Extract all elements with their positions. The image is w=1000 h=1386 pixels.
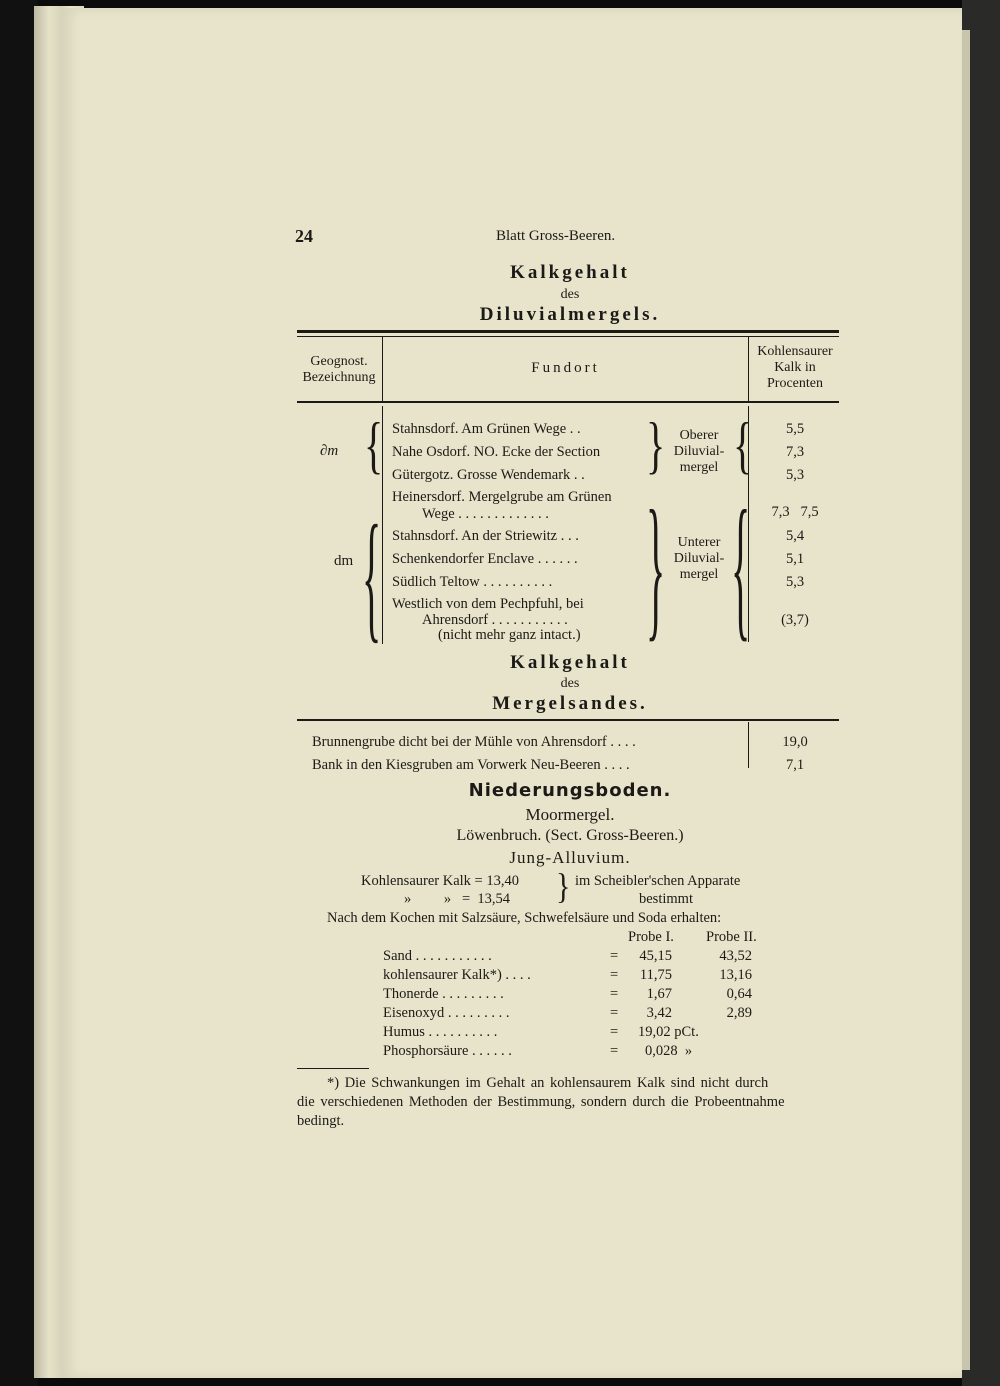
table2-top-rule xyxy=(297,719,839,721)
table1-row-5-value: 5,4 xyxy=(785,528,805,544)
table1-row-8-value: (3,7) xyxy=(781,612,809,628)
table1-row-1-text: Stahnsdorf. Am Grünen Wege . . xyxy=(392,421,581,437)
table2-row-1-value: 19,0 xyxy=(782,734,808,750)
footnote-line-3: bedingt. xyxy=(297,1113,345,1129)
kalk-note-1: im Scheibler'schen Apparate xyxy=(575,873,741,889)
analysis-row-4-v2: 2,89 xyxy=(726,1005,752,1021)
analysis-row-3-v1: 1,67 xyxy=(646,986,672,1002)
section1-des: des xyxy=(560,287,580,302)
analysis-row-6-eq: = xyxy=(610,1043,619,1059)
group2-label: Unterer Diluvial- mergel xyxy=(673,535,725,582)
analysis-row-5-label: Humus . . . . . . . . . . xyxy=(383,1024,498,1040)
page-number: 24 xyxy=(295,226,313,246)
section3-heading: Niederungsboden. xyxy=(468,780,672,801)
footnote-rule xyxy=(297,1068,369,1069)
table1-row-8-text2: Ahrensdorf . . . . . . . . . . . xyxy=(422,612,568,628)
group1-brace: { xyxy=(364,408,384,481)
analysis-row-3-label: Thonerde . . . . . . . . . xyxy=(383,986,504,1002)
col-kalk-header: Kohlensaurer Kalk in Procenten xyxy=(757,344,833,391)
col-geognost-header: Geognost. Bezeichnung xyxy=(302,354,376,385)
group1-value-brace: } xyxy=(733,408,753,481)
analysis-row-6-v1: 0,028 » xyxy=(645,1043,693,1059)
book-spine xyxy=(0,0,38,1386)
table1-row-6-text: Schenkendorfer Enclave . . . . . . xyxy=(392,551,578,567)
analysis-intro: Nach dem Kochen mit Salzsäure, Schwefelsäure und Soda erhalten: xyxy=(327,910,722,926)
kalk-line1: Kohlensaurer Kalk = 13,40 xyxy=(361,873,519,889)
table1-row-2-text: Nahe Osdorf. NO. Ecke der Section xyxy=(392,444,601,460)
analysis-row-6-label: Phosphorsäure . . . . . . xyxy=(383,1043,512,1059)
col-fundort-header: Fundort xyxy=(531,360,600,376)
analysis-row-1-v2: 43,52 xyxy=(719,948,752,964)
footnote-line-1: *) Die Schwankungen im Gehalt an kohlensaurem Kalk sind nicht durch xyxy=(327,1075,769,1091)
section2-subject: Mergelsandes. xyxy=(492,693,648,714)
section1-subject: Diluvialmergels. xyxy=(479,304,661,325)
table1-row-3-value: 5,3 xyxy=(785,467,805,483)
group2-value-brace: } xyxy=(731,476,751,656)
analysis-row-2-v2: 13,16 xyxy=(719,967,752,983)
kalk-note-2: bestimmt xyxy=(639,891,693,907)
footnote-line-2: die verschiedenen Methoden der Bestimmung, sondern durch die Probeentnahme xyxy=(297,1094,785,1110)
table1-row-3-text: Gütergotz. Grosse Wendemark . . xyxy=(392,467,585,483)
running-title: Blatt Gross-Beeren. xyxy=(496,228,616,244)
table1-top-rule-thin xyxy=(297,336,839,337)
analysis-row-4-v1: 3,42 xyxy=(646,1005,672,1021)
table1-row-4-value: 7,3 7,5 xyxy=(771,504,819,520)
table2-row-2-text: Bank in den Kiesgruben am Vorwerk Neu-Beeren . . . . xyxy=(312,757,630,773)
analysis-col2-header: Probe II. xyxy=(706,929,757,945)
analysis-row-2-eq: = xyxy=(610,967,619,983)
table2-row-2-value: 7,1 xyxy=(785,757,805,773)
group2-brace: { xyxy=(362,494,382,657)
group1-right-brace: } xyxy=(646,408,666,481)
facing-page-strip xyxy=(962,30,970,1370)
table1-row-6-value: 5,1 xyxy=(785,551,805,567)
analysis-row-4-eq: = xyxy=(610,1005,619,1021)
analysis-row-2-v1: 11,75 xyxy=(639,967,672,983)
table1-row-4-text2: Wege . . . . . . . . . . . . . xyxy=(422,506,549,522)
section3-sub3: Jung-Alluvium. xyxy=(509,848,631,867)
section2-title: Kalkgehalt xyxy=(510,652,630,673)
table1-top-rule xyxy=(297,330,839,333)
kalk-line2: » » = 13,54 xyxy=(404,891,511,907)
group2-right-brace: } xyxy=(646,476,666,656)
analysis-row-5-v1: 19,02 pCt. xyxy=(638,1024,699,1040)
table1-row-2-value: 7,3 xyxy=(785,444,805,460)
table1-row-4-text: Heinersdorf. Mergelgrube am Grünen xyxy=(392,489,612,505)
analysis-col1-header: Probe I. xyxy=(628,929,674,945)
section3-sub2: Löwenbruch. (Sect. Gross-Beeren.) xyxy=(456,827,684,844)
table1-row-5-text: Stahnsdorf. An der Striewitz . . . xyxy=(392,528,579,544)
group1-symbol: ∂m xyxy=(320,443,339,459)
analysis-row-3-eq: = xyxy=(610,986,619,1002)
analysis-row-1-eq: = xyxy=(610,948,619,964)
section2-des: des xyxy=(560,676,580,691)
section3-sub1: Moormergel. xyxy=(525,805,615,824)
table1-row-8-text3: (nicht mehr ganz intact.) xyxy=(438,627,581,643)
table1-row-1-value: 5,5 xyxy=(785,421,805,437)
group1-label: Oberer Diluvial- mergel xyxy=(673,428,725,475)
analysis-row-5-eq: = xyxy=(610,1024,619,1040)
table1-header-rule xyxy=(297,401,839,403)
table1-row-7-value: 5,3 xyxy=(785,574,805,590)
analysis-row-2-label: kohlensaurer Kalk*) . . . . xyxy=(383,967,531,983)
kalk-brace: } xyxy=(556,866,571,907)
analysis-row-3-v2: 0,64 xyxy=(726,986,752,1002)
analysis-row-1-v1: 45,15 xyxy=(639,948,672,964)
section1-title: Kalkgehalt xyxy=(510,262,630,283)
analysis-row-4-label: Eisenoxyd . . . . . . . . . xyxy=(383,1005,510,1021)
table2-row-1-text: Brunnengrube dicht bei der Mühle von Ahrensdorf . . . . xyxy=(312,734,636,750)
group2-symbol: dm xyxy=(334,553,354,569)
analysis-row-1-label: Sand . . . . . . . . . . . xyxy=(383,948,492,964)
table1-row-7-text: Südlich Teltow . . . . . . . . . . xyxy=(392,574,553,590)
table1-row-8-text: Westlich von dem Pechpfuhl, bei xyxy=(392,596,584,612)
